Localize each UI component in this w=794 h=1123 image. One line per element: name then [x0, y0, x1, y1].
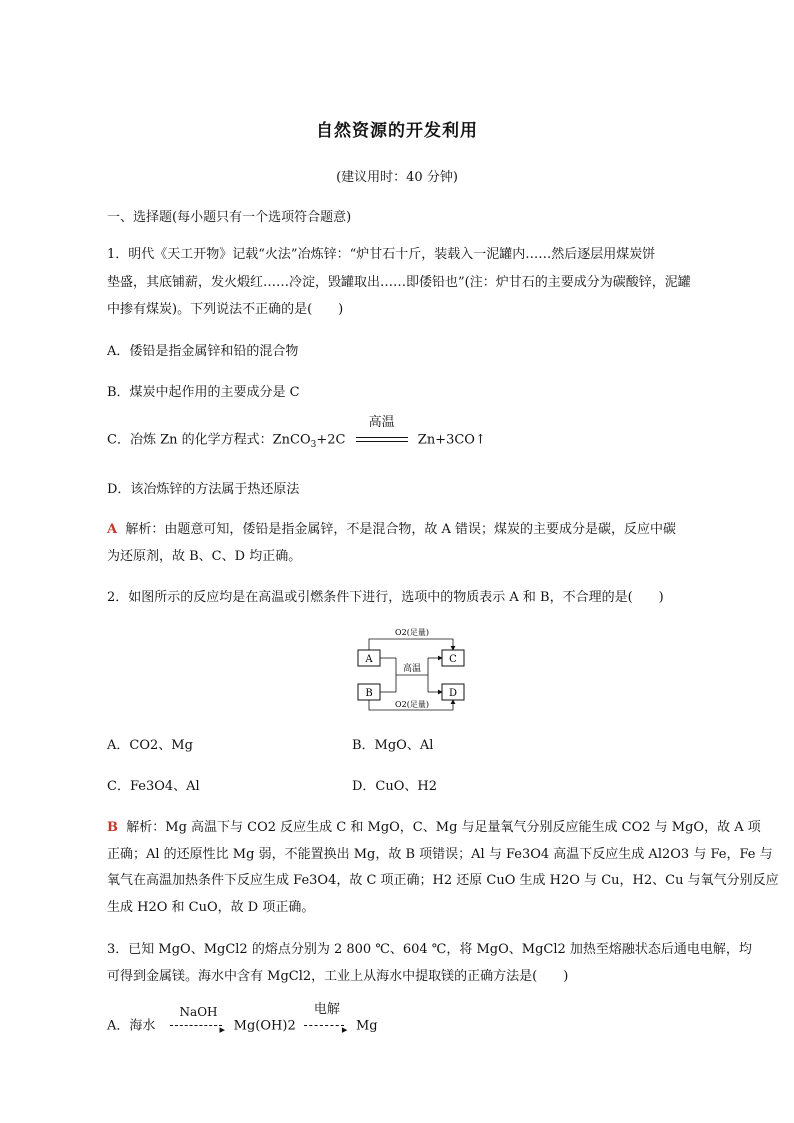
diagram-bottom-label: O2(足量) — [395, 700, 429, 709]
q3-option-a — [107, 1002, 378, 1037]
reaction-condition — [356, 415, 408, 450]
q2-answer: B — [107, 820, 118, 835]
step2-condition: 电解 — [313, 1002, 340, 1017]
q2-analysis-line4: 生成 H2O 和 CuO，故 D 项正确。 — [107, 900, 315, 915]
q1-stem-line2: 垫盛，其底铺薪，发火煅红……冷淀，毁罐取出……即倭铅也”(注：炉甘石的主要成分为碳酸锌，泥罐 — [107, 275, 691, 290]
q1-stem-line3: 中掺有煤炭)。下列说法不正确的是( ) — [107, 302, 344, 317]
equal-line-top — [356, 437, 408, 438]
box-c-label: C — [449, 654, 457, 665]
q2-option-a: A．CO2、Mg — [107, 738, 193, 753]
q2-analysis-line1 — [107, 818, 761, 838]
page-title: 自然资源的开发利用 — [316, 121, 478, 141]
q3-intermediate: Mg(OH)2 — [233, 1018, 296, 1034]
step1-dash — [170, 1025, 222, 1026]
q3-stem-line2: 可得到金属镁。海水中含有 MgCl2，工业上从海水中提取镁的正确方法是( ) — [107, 969, 569, 984]
q2-analysis-line3: 氧气在高温加热条件下反应生成 Fe3O4，故 C 项正确；H2 还原 CuO 生成 H2O 与 Cu，H2、Cu 与氧气分别反应 — [107, 873, 779, 888]
equal-line-bottom — [356, 441, 408, 442]
diagram-center-label: 高温 — [402, 664, 422, 674]
q1-option-c: C．冶炼 Zn 的化学方程式：ZnCO$_3$+2C 高温 Zn+3CO↑ — [107, 415, 486, 451]
q1-analysis-line1 — [107, 520, 676, 540]
q1-option-c-prefix: C．冶炼 Zn 的化学方程式：ZnCO — [107, 432, 311, 448]
diagram-top-label: O2(足量) — [395, 628, 429, 637]
q1-analysis-text: 解析：由题意可知，倭铅是指金属锌，不是混合物，故 A 错误；煤炭的主要成分是碳，反应中碳 — [125, 522, 677, 537]
q2-analysis-line2: 正确；Al 的还原性比 Mg 弱，不能置换出 Mg，故 B 项错误；Al 与 Fe3O4 高温下反应生成 Al2O3 与 Fe，Fe 与 — [107, 847, 773, 862]
reaction-condition-label: 高温 — [368, 415, 395, 430]
q3-stem-line1: 3．已知 MgO、MgCl2 的熔点分别为 2 800 ℃、604 ℃，将 MgO、MgCl2 加热至熔融状态后通电电解，均 — [107, 942, 752, 957]
q1-option-c-suffix: Zn+3CO↑ — [417, 432, 486, 448]
q1-analysis-line2: 为还原剂，故 B、C、D 均正确。 — [107, 549, 302, 564]
q1-answer: A — [107, 522, 118, 537]
q2-option-c: C．Fe3O4、Al — [107, 779, 200, 794]
box-b-label: B — [365, 688, 373, 699]
box-d-label: D — [448, 688, 458, 699]
section-heading: 一、选择题(每小题只有一个选项符合题意) — [107, 210, 352, 225]
q1-stem-line1: 1．明代《天工开物》记载“火法”冶炼锌：“炉甘石十斤，装载入一泥罐内……然后逐层用煤炭饼 — [107, 247, 656, 262]
box-a-label: A — [365, 654, 373, 665]
q2-analysis-text: 解析：Mg 高温下与 CO2 反应生成 C 和 MgO，C、Mg 与足量氧气分别反应能生成 CO2 与 MgO，故 A 项 — [126, 820, 761, 835]
q2-option-b: B．MgO、Al — [352, 738, 434, 753]
q1-option-a: A．倭铅是指金属锌和铅的混合物 — [107, 344, 299, 359]
q3-product: Mg — [356, 1018, 378, 1034]
suggested-time: (建议用时：40 分钟) — [336, 170, 458, 185]
q1-option-d: D．该冶炼锌的方法属于热还原法 — [107, 482, 300, 497]
q1-option-b: B．煤炭中起作用的主要成分是 C — [107, 385, 300, 400]
q3-option-a-prefix: A．海水 — [107, 1018, 156, 1034]
step1-arrowhead: ▸ — [219, 1023, 226, 1036]
q2-option-d: D．CuO、H2 — [352, 779, 438, 794]
arrow-a-to-c — [369, 639, 453, 650]
step2-dash — [304, 1025, 344, 1026]
reaction-diagram — [356, 626, 468, 712]
step1-arrow — [170, 1005, 228, 1036]
q2-stem: 2．如图所示的反应均是在高温或引燃条件下进行，选项中的物质表示 A 和 B，不合理的是( ) — [107, 590, 664, 605]
q1-option-c-mid: +2C — [316, 432, 346, 448]
step2-arrow — [304, 1002, 350, 1036]
step1-reagent: NaOH — [179, 1005, 218, 1019]
step2-arrowhead: ▸ — [341, 1023, 348, 1036]
